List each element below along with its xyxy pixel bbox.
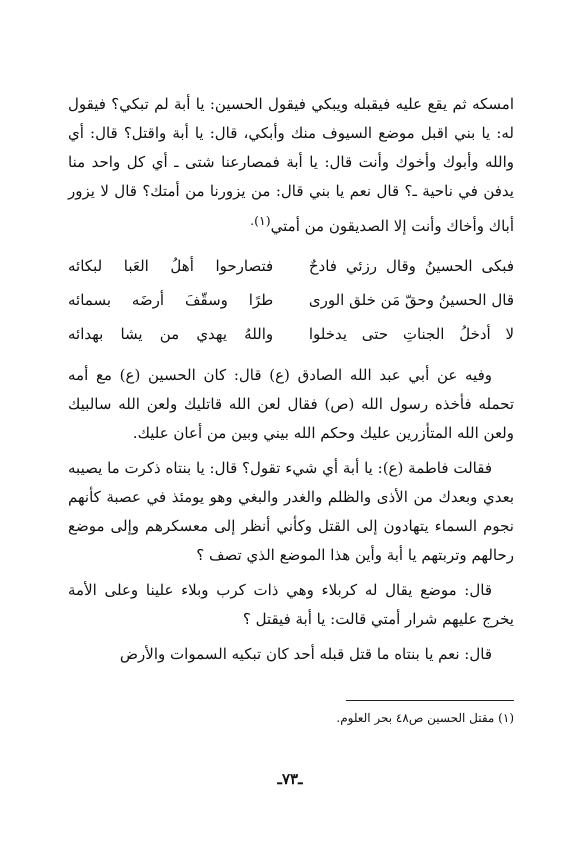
verse-second-hemistich: طرًا وسقّفَ أرضَه بسمائه	[68, 291, 274, 309]
paragraph-3: فقالت فاطمة (ع): يا أبة أي شيء تقول؟ قال: يا بنتاه ذكرت ما يصيبه بعدي وبعدك من الأذى والظلم والغدر والبغي وهو يومئذ في عصبة كأنهم نجوم السماء يتهادون إلى القتل وكأني أنظر إلى معسكرهم وإلى موضع رحالهم وتربتهم يا أبة وأين هذا الموضع الذي تصف ؟	[68, 459, 514, 564]
footnote-ref: (١).	[250, 213, 271, 228]
verse-second-hemistich: واللهُ يهدي من يشا بهدائه	[68, 325, 274, 343]
verse-first-hemistich: قال الحسينُ وحقّ مَن خلق الورى	[308, 291, 514, 309]
verse-second-hemistich: فتصارحوا أهلُ العَبا لبكائه	[68, 257, 274, 275]
verse-line	[68, 249, 514, 283]
poem	[68, 249, 514, 351]
paragraph-2: وفيه عن أبي عبد الله الصادق (ع) قال: كان الحسين (ع) مع أمه تحمله فأخذه رسول الله (ص) فقال لعن الله قاتليك ولعن الله سالبيك ولعن الله المتأزرين عليك وحكم الله بيني وبين من أعان عليك.	[68, 366, 514, 442]
verse-first-hemistich: فبكى الحسينُ وقال رزئي فادحٌ	[308, 257, 514, 275]
verse-line	[68, 283, 514, 317]
verse-line	[68, 317, 514, 351]
paragraph-1	[68, 90, 514, 241]
paragraph-1-text: امسكه ثم يقع عليه فيقبله ويبكي فيقول الحسين: يا أبة لم تبكي؟ فيقول له: يا بني اقبل موضع السيوف منك وأبكي، قال: يا أبة واقتل؟ قال: أي والله وأبوك وأخوك وأنت قال: يا أبة فمصارعنا شتى ـ أي كل واحد منا يدفن في ناحية ـ؟ قال نعم يا بني قال: من يزورنا من أمتك؟ قال لا يزور أباك وأخاك وأنت إلا الصديقون من أمتي	[68, 95, 514, 235]
verse-first-hemistich: لا أدخلُ الجناتِ حتى يدخلوا	[308, 325, 514, 343]
paragraph-4: قال: موضع يقال له كربلاء وهي ذات كرب وبلاء علينا وعلى الأمة يخرج عليهم شرار أمتي قالت: يا أبة فيقتل ؟	[68, 581, 514, 628]
footnote-divider	[346, 700, 514, 701]
page-number: ـ٧٣ـ	[277, 770, 303, 788]
paragraph-5: قال: نعم يا بنتاه ما قتل قبله أحد كان تبكيه السموات والأرض	[119, 645, 492, 663]
footnote: (١) مقتل الحسين ص٤٨ بحر العلوم.	[336, 711, 514, 725]
page-body	[68, 90, 514, 669]
